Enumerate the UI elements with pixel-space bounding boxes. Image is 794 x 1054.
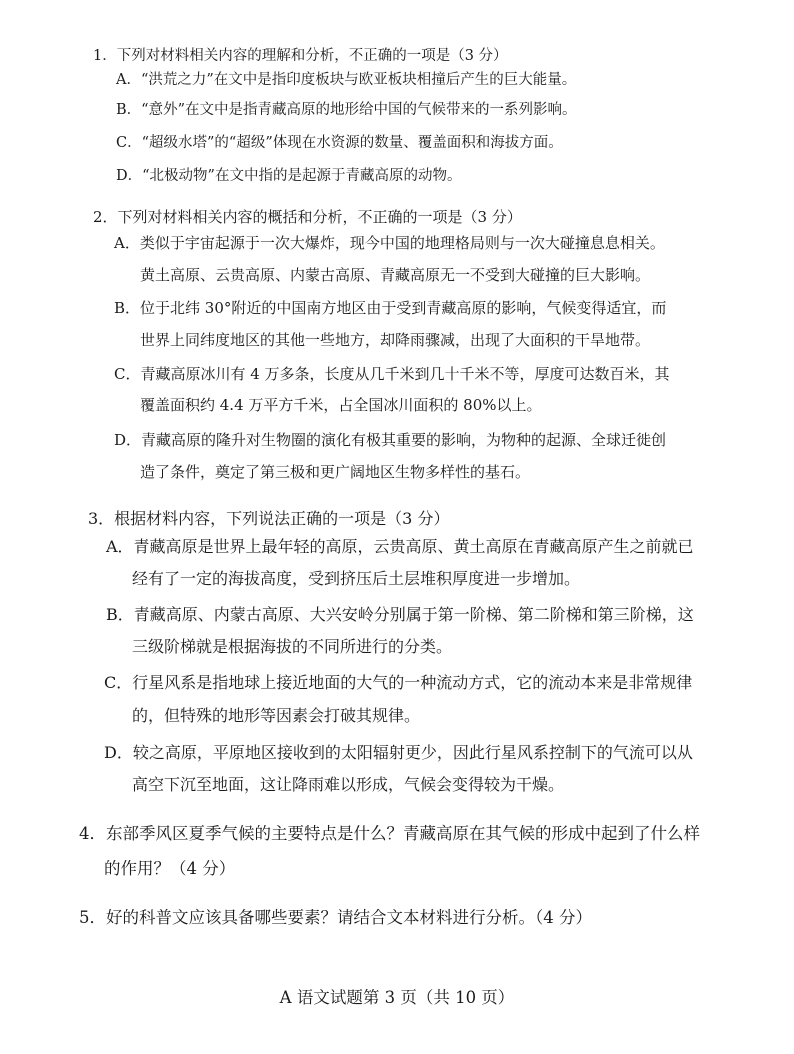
question-1-stem: 1．下列对材料相关内容的理解和分析，不正确的一项是（3 分） bbox=[93, 48, 508, 64]
question-1-option-d: D．“北极动物”在文中指的是起源于青藏高原的动物。 bbox=[116, 168, 462, 184]
question-3-option-c-line2: 的，但特殊的地形等因素会打破其规律。 bbox=[132, 706, 421, 725]
question-2-option-d-line1: D．青藏高原的隆升对生物圈的演化有极其重要的影响，为物种的起源、全球迁徙创 bbox=[114, 431, 667, 449]
question-1-option-a: A．“洪荒之力”在文中是指印度板块与欧亚板块相撞后产生的巨大能量。 bbox=[116, 72, 577, 88]
question-3-option-d-line1: D．较之高原，平原地区接收到的太阳辐射更少，因此行星风系控制下的气流可以从 bbox=[104, 743, 693, 762]
question-3-option-a-line1: A．青藏高原是世界上最年轻的高原，云贵高原、黄土高原在青藏高原产生之前就已 bbox=[106, 537, 694, 556]
question-2-option-d-line2: 造了条件，奠定了第三极和更广阔地区生物多样性的基石。 bbox=[140, 463, 531, 481]
question-1-option-b: B．“意外”在文中是指青藏高原的地形给中国的气候带来的一系列影响。 bbox=[116, 102, 577, 118]
question-2-option-b-line1: B．位于北纬 30°附近的中国南方地区由于受到青藏高原的影响，气候变得适宜，而 bbox=[114, 299, 667, 317]
question-3-option-b-line1: B．青藏高原、内蒙古高原、大兴安岭分别属于第一阶梯、第二阶梯和第三阶梯，这 bbox=[106, 605, 694, 624]
question-3-option-a-line2: 经有了一定的海拔高度，受到挤压后土层堆积厚度进一步增加。 bbox=[132, 569, 581, 588]
page-footer: A 语文试题第 3 页（共 10 页） bbox=[279, 988, 515, 1007]
question-4-stem-line1: 4．东部季风区夏季气候的主要特点是什么？青藏高原在其气候的形成中起到了什么样 bbox=[79, 824, 700, 843]
question-5-stem: 5．好的科普文应该具备哪些要素？请结合文本材料进行分析。（4 分） bbox=[79, 908, 592, 927]
question-3-option-c-line1: C．行星风系是指地球上接近地面的大气的一种流动方式，它的流动本来是非常规律 bbox=[104, 673, 693, 692]
question-3-option-d-line2: 高空下沉至地面，这让降雨难以形成，气候会变得较为干燥。 bbox=[132, 775, 565, 794]
question-2-option-c-line2: 覆盖面积约 4.4 万平方千米，占全国冰川面积的 80%以上。 bbox=[140, 396, 542, 414]
question-3-stem: 3．根据材料内容，下列说法正确的一项是（3 分） bbox=[88, 509, 450, 528]
question-2-option-a-line2: 黄土高原、云贵高原、内蒙古高原、青藏高原无一不受到大碰撞的巨大影响。 bbox=[140, 266, 651, 284]
question-3-option-b-line2: 三级阶梯就是根据海拔的不同所进行的分类。 bbox=[132, 637, 453, 656]
question-2-option-a-line1: A．类似于宇宙起源于一次大爆炸，现今中国的地理格局则与一次大碰撞息息相关。 bbox=[114, 234, 665, 252]
question-2-option-b-line2: 世界上同纬度地区的其他一些地方，却降雨骤减，出现了大面积的干旱地带。 bbox=[140, 331, 651, 349]
question-2-option-c-line1: C．青藏高原冰川有 4 万多条，长度从几千米到几十千米不等，厚度可达数百米，其 bbox=[114, 365, 670, 383]
question-4-stem-line2: 的作用？（4 分） bbox=[104, 859, 236, 878]
question-2-stem: 2．下列对材料相关内容的概括和分析，不正确的一项是（3 分） bbox=[93, 208, 522, 226]
question-1-option-c: C．“超级水塔”的“超级”体现在水资源的数量、覆盖面积和海拔方面。 bbox=[116, 135, 563, 151]
